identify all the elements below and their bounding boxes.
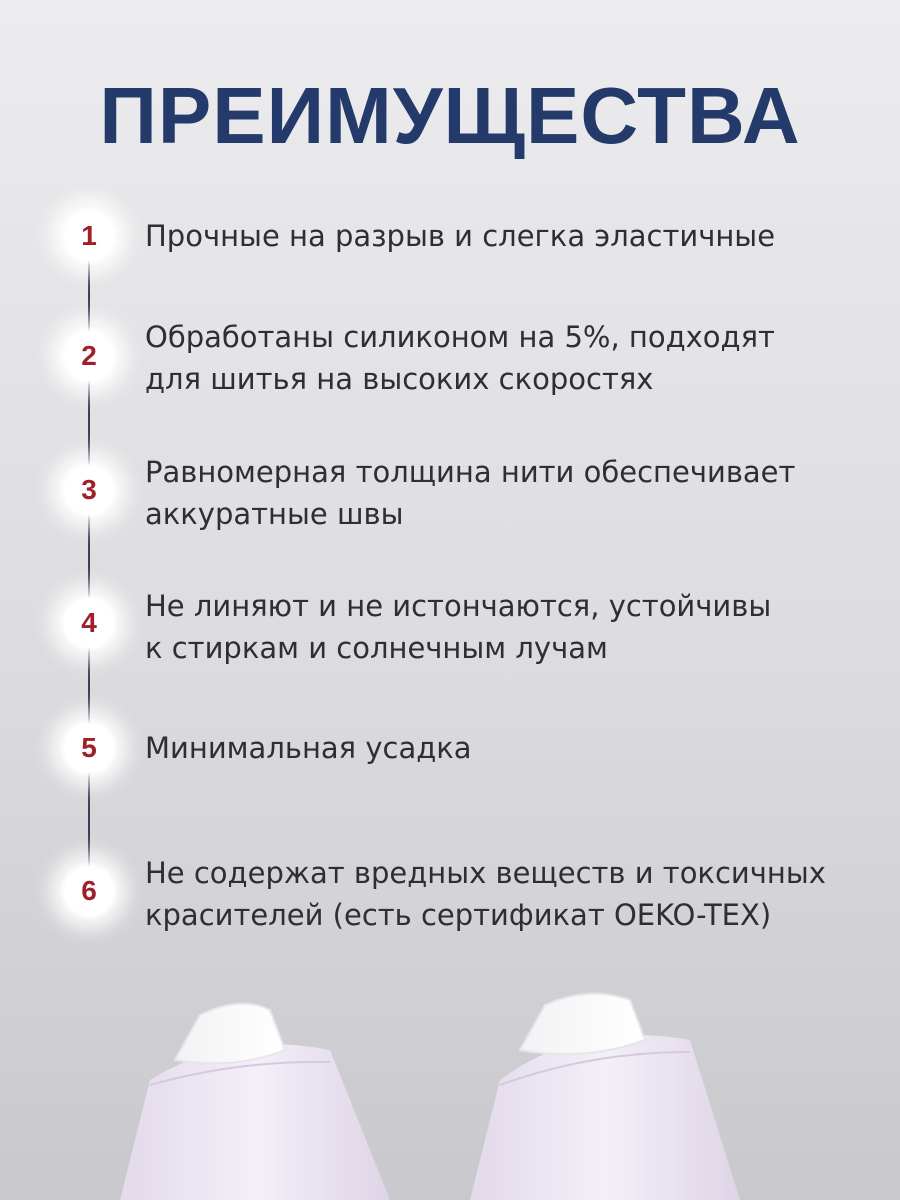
benefit-text: Прочные на разрыв и слегка эластичные xyxy=(145,219,776,253)
spool-left xyxy=(120,1044,390,1200)
benefit-text: Минимальная усадка xyxy=(145,731,472,765)
benefit-text: Не содержат вредных веществ и токсичных красителей (есть сертификат OEKO-TEX) xyxy=(145,856,826,932)
number-badge: 2 xyxy=(58,325,120,387)
spool-right xyxy=(470,1035,740,1200)
benefit-text: Не линяют и не истончаются, устойчивы к стиркам и солнечным лучам xyxy=(145,589,772,665)
benefit-text: Обработаны силиконом на 5%, подходят для шитья на высоких скоростях xyxy=(145,320,775,396)
benefit-item-5 xyxy=(0,717,900,817)
benefit-item-1 xyxy=(0,205,900,305)
page-title: ПРЕИМУЩЕСТВА xyxy=(99,71,801,160)
benefit-item-4 xyxy=(0,589,900,692)
benefit-item-2 xyxy=(0,320,900,425)
benefit-item-6 xyxy=(0,856,900,960)
number-badge: 3 xyxy=(58,459,120,521)
number-badge: 6 xyxy=(58,860,120,922)
number-badge: 4 xyxy=(58,592,120,654)
number-badge: 1 xyxy=(58,205,120,267)
thread-spools-icon xyxy=(0,990,900,1200)
benefit-text: Равномерная толщина нити обеспечивает аккуратные швы xyxy=(145,455,796,531)
spool-right-tube xyxy=(520,994,645,1055)
spool-left-tube xyxy=(175,1004,285,1064)
benefit-item-3 xyxy=(0,455,900,559)
number-badge: 5 xyxy=(58,717,120,779)
